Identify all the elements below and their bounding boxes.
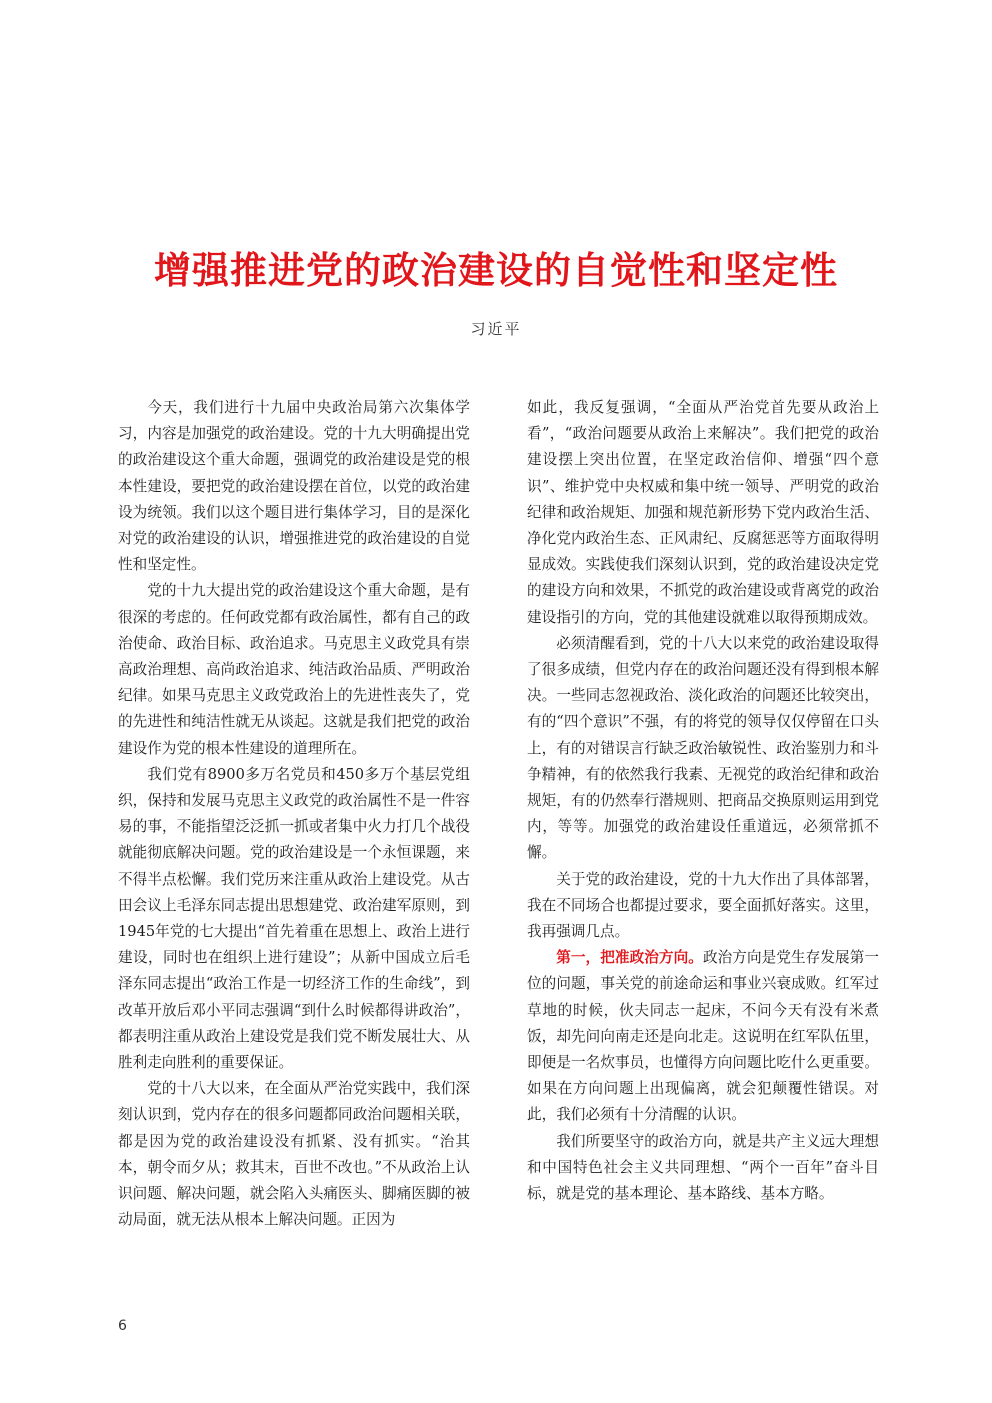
page-number: 6: [118, 1318, 127, 1334]
paragraph: 今天，我们进行十九届中央政治局第六次集体学习，内容是加强党的政治建设。党的十九大明确提出党的政治建设这个重大命题，强调党的政治建设是党的根本性建设，要把党的政治建设摆在首位，以党的政治建设为统领。我们以这个题目进行集体学习，目的是深化对党的政治建设的认识，增强推进党的政治建设的自觉性和坚定性。: [118, 399, 470, 574]
paragraph: 党的十九大提出党的政治建设这个重大命题，是有很深的考虑的。任何政党都有政治属性，都有自己的政治使命、政治目标、政治追求。马克思主义政党具有崇高政治理想、高尚政治追求、纯洁政治品质、严明政治纪律。如果马克思主义政党政治上的先进性丧失了，党的先进性和纯洁性就无从谈起。这就是我们把党的政治建设作为党的根本性建设的道理所在。: [118, 582, 470, 757]
paragraph: 我们所要坚守的政治方向，就是共产主义远大理想和中国特色社会主义共同理想、“两个一百年”奋斗目标，就是党的基本理论、基本路线、基本方略。: [527, 1132, 879, 1203]
section-one-paragraph: [527, 945, 879, 1128]
paragraph: 我们党有8900多万名党员和450多万个基层党组织，保持和发展马克思主义政党的政治属性不是一件容易的事，不能指望泛泛抓一抓或者集中火力打几个战役就能彻底解决问题。党的政治建设是一个永恒课题，来不得半点松懈。我们党历来注重从政治上建设党。从古田会议上毛泽东同志提出思想建党、政治建军原则，到1945年党的七大提出“首先着重在思想上、政治上进行建设，同时也在组织上进行建设”；从新中国成立后毛泽东同志提出“政治工作是一切经济工作的生命线”，到改革开放后邓小平同志强调“到什么时候都得讲政治”，都表明注重从政治上建设党是我们党不断发展壮大、从胜利走向胜利的重要保证。: [118, 765, 470, 1072]
paragraph-continuation: 如此，我反复强调，“全面从严治党首先要从政治上看”，“政治问题要从政治上来解决”。我们把党的政治建设摆上突出位置，在坚定政治信仰、增强“四个意识”、维护党中央权威和集中统一领导、严明党的政治纪律和政治规矩、加强和规范新形势下党内政治生活、净化党内政治生态、正风肃纪、反腐惩恶等方面取得明显成效。实践使我们深刻认识到，党的政治建设决定党的建设方向和效果，不抓党的政治建设或背离党的政治建设指引的方向，党的其他建设就难以取得预期成效。: [527, 399, 879, 626]
section-text: 政治方向是党生存发展第一位的问题，事关党的前途命运和事业兴衰成败。红军过草地的时候，伙夫同志一起床，不问今天有没有米煮饭，却先问向南走还是向北走。这说明在红军队伍里，即便是一名炊事员，也懂得方向问题比吃什么更重要。如果在方向问题上出现偏离，就会犯颠覆性错误。对此，我们必须有十分清醒的认识。: [527, 949, 879, 1124]
section-heading: 第一，把准政治方向。: [556, 949, 703, 967]
paragraph: 党的十八大以来，在全面从严治党实践中，我们深刻认识到，党内存在的很多问题都同政治问题相关联，都是因为党的政治建设没有抓紧、没有抓实。“治其本，朝令而夕从；救其末，百世不改也。”不从政治上认识问题、解决问题，就会陷入头痛医头、脚痛医脚的被动局面，就无法从根本上解决问题。正因为: [118, 1080, 470, 1229]
paragraph: 必须清醒看到，党的十八大以来党的政治建设取得了很多成绩，但党内存在的政治问题还没有得到根本解决。一些同志忽视政治、淡化政治的问题还比较突出，有的“四个意识”不强，有的将党的领导仅仅停留在口头上，有的对错误言行缺乏政治敏锐性、政治鉴别力和斗争精神，有的依然我行我素、无视党的政治纪律和政治规矩，有的仍然奉行潜规则、把商品交换原则运用到党内，等等。加强党的政治建设任重道远，必须常抓不懈。: [527, 634, 879, 862]
right-column: [527, 395, 879, 1207]
paragraph: 关于党的政治建设，党的十九大作出了具体部署，我在不同场合也都提过要求，要全面抓好落实。这里，我再强调几点。: [527, 870, 879, 941]
article-author: 习近平: [470, 320, 522, 338]
left-column: [118, 395, 470, 1234]
article-title: 增强推进党的政治建设的自觉性和坚定性: [154, 248, 838, 292]
